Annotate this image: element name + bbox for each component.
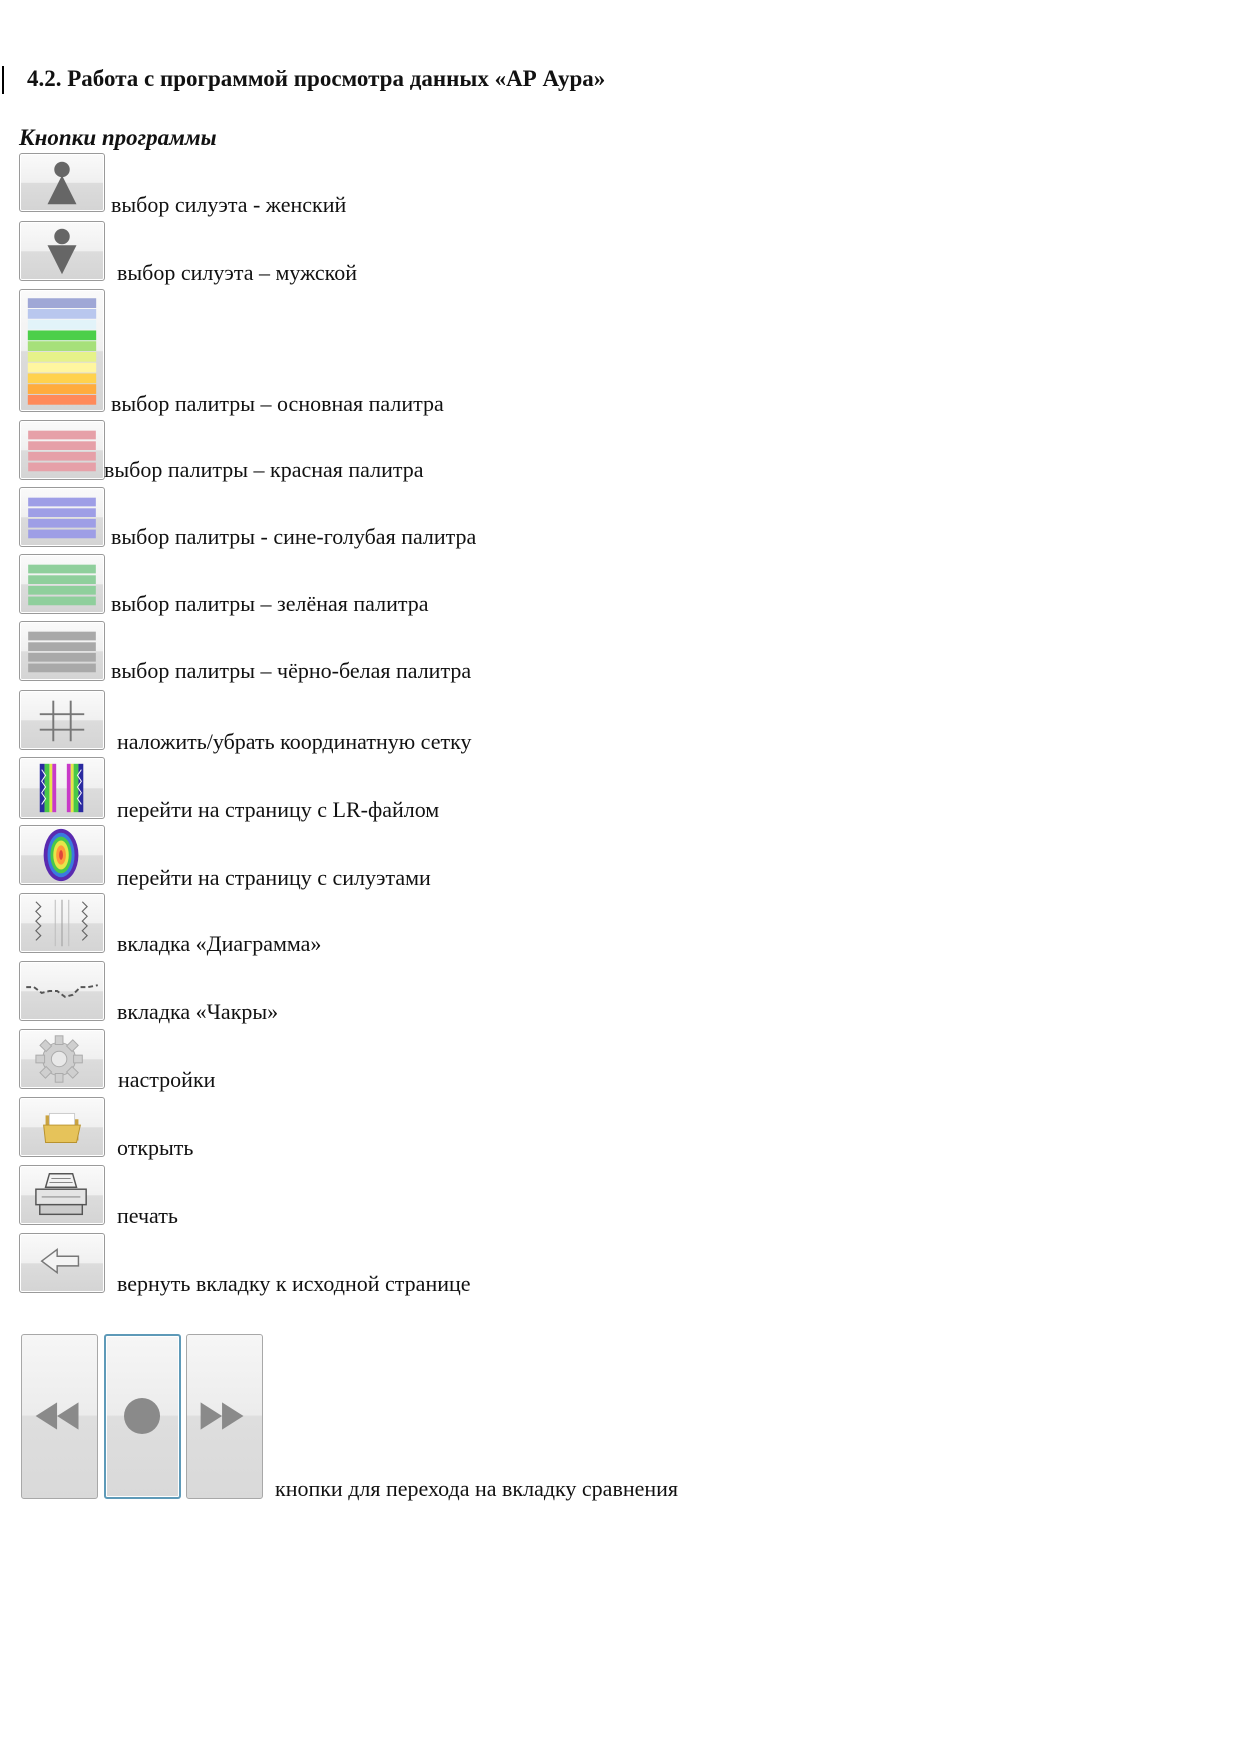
blue-palette-button[interactable] — [19, 487, 105, 547]
comparison-label: кнопки для перехода на вкладку сравнения — [275, 1476, 679, 1501]
margin-bar — [2, 66, 4, 94]
grid-icon — [20, 691, 104, 749]
palette-stripe — [28, 664, 96, 673]
female-silhouette-icon — [20, 154, 104, 211]
main-palette-button[interactable] — [19, 289, 105, 412]
blue-palette-icon — [20, 488, 104, 546]
palette-stripe — [28, 352, 96, 362]
print-label: печать — [117, 1203, 178, 1228]
back-label: вернуть вкладку к исходной странице — [117, 1271, 471, 1296]
palette-stripe — [28, 530, 96, 539]
subtitle: Кнопки программы — [19, 125, 217, 150]
palette-stripe — [28, 565, 96, 574]
bw-palette-icon — [20, 622, 104, 680]
silhouettes-page-button[interactable] — [19, 825, 105, 885]
bw-palette-label: выбор палитры – чёрно-белая палитра — [111, 658, 472, 683]
male-silhouette-icon — [20, 222, 104, 280]
diagram-icon — [20, 894, 104, 952]
rewind-button[interactable] — [21, 1334, 98, 1499]
green-palette-label: выбор палитры – зелёная палитра — [111, 591, 429, 616]
print-button[interactable] — [19, 1165, 105, 1225]
open-label: открыть — [117, 1135, 194, 1160]
palette-stripe — [28, 431, 96, 440]
grid-label: наложить/убрать координатную сетку — [117, 729, 472, 754]
lr-file-icon — [20, 758, 104, 818]
printer-icon — [20, 1166, 104, 1224]
silhouettes-page-icon — [20, 826, 104, 884]
red-palette-button[interactable] — [19, 420, 105, 480]
palette-stripe — [28, 441, 96, 450]
palette-stripe — [28, 363, 96, 373]
palette-stripe — [28, 508, 96, 517]
palette-stripe — [28, 373, 96, 383]
chakras-label: вкладка «Чакры» — [117, 999, 279, 1024]
palette-stripe — [28, 642, 96, 651]
male-silhouette-label: выбор силуэта – мужской — [117, 260, 358, 285]
fast-forward-button[interactable] — [186, 1334, 263, 1499]
open-button[interactable] — [19, 1097, 105, 1157]
rewind-icon — [22, 1335, 97, 1498]
male-silhouette-button[interactable] — [19, 221, 105, 281]
chakras-icon — [20, 962, 104, 1020]
palette-stripe — [28, 632, 96, 641]
palette-stripe — [28, 309, 96, 319]
green-palette-button[interactable] — [19, 554, 105, 614]
palette-stripe — [28, 298, 96, 308]
main-palette-icon — [20, 290, 104, 411]
palette-stripe — [28, 653, 96, 662]
lr-file-label: перейти на страницу с LR-файлом — [117, 797, 440, 822]
folder-icon — [20, 1098, 104, 1156]
chakras-button[interactable] — [19, 961, 105, 1021]
palette-stripe — [28, 341, 96, 351]
palette-stripe — [28, 452, 96, 461]
silhouettes-page-label: перейти на страницу с силуэтами — [117, 865, 431, 890]
palette-stripe — [28, 498, 96, 507]
fast-forward-icon — [187, 1335, 262, 1498]
palette-stripe — [28, 597, 96, 606]
diagram-button[interactable] — [19, 893, 105, 953]
palette-stripe — [28, 519, 96, 528]
diagram-label: вкладка «Диаграмма» — [117, 931, 322, 956]
back-arrow-icon — [20, 1234, 104, 1292]
blue-palette-label: выбор палитры - сине-голубая палитра — [111, 524, 477, 549]
female-silhouette-button[interactable] — [19, 153, 105, 212]
red-palette-label: выбор палитры – красная палитра — [104, 457, 424, 482]
record-icon — [106, 1336, 179, 1497]
settings-label: настройки — [118, 1067, 216, 1092]
palette-stripe — [28, 463, 96, 472]
section-title: 4.2. Работа с программой просмотра данных «АР Аура» — [27, 66, 606, 91]
palette-stripe — [28, 384, 96, 394]
palette-stripe — [28, 575, 96, 584]
grid-button[interactable] — [19, 690, 105, 750]
lr-file-button[interactable] — [19, 757, 105, 819]
gear-icon — [20, 1030, 104, 1088]
palette-stripe — [28, 586, 96, 595]
palette-stripe — [28, 395, 96, 405]
red-palette-icon — [20, 421, 104, 479]
back-button[interactable] — [19, 1233, 105, 1293]
female-silhouette-label: выбор силуэта - женский — [111, 192, 347, 217]
bw-palette-button[interactable] — [19, 621, 105, 681]
record-button[interactable] — [104, 1334, 181, 1499]
green-palette-icon — [20, 555, 104, 613]
palette-stripe — [28, 330, 96, 340]
settings-button[interactable] — [19, 1029, 105, 1089]
palette-stripe — [28, 320, 96, 330]
main-palette-label: выбор палитры – основная палитра — [111, 391, 444, 416]
